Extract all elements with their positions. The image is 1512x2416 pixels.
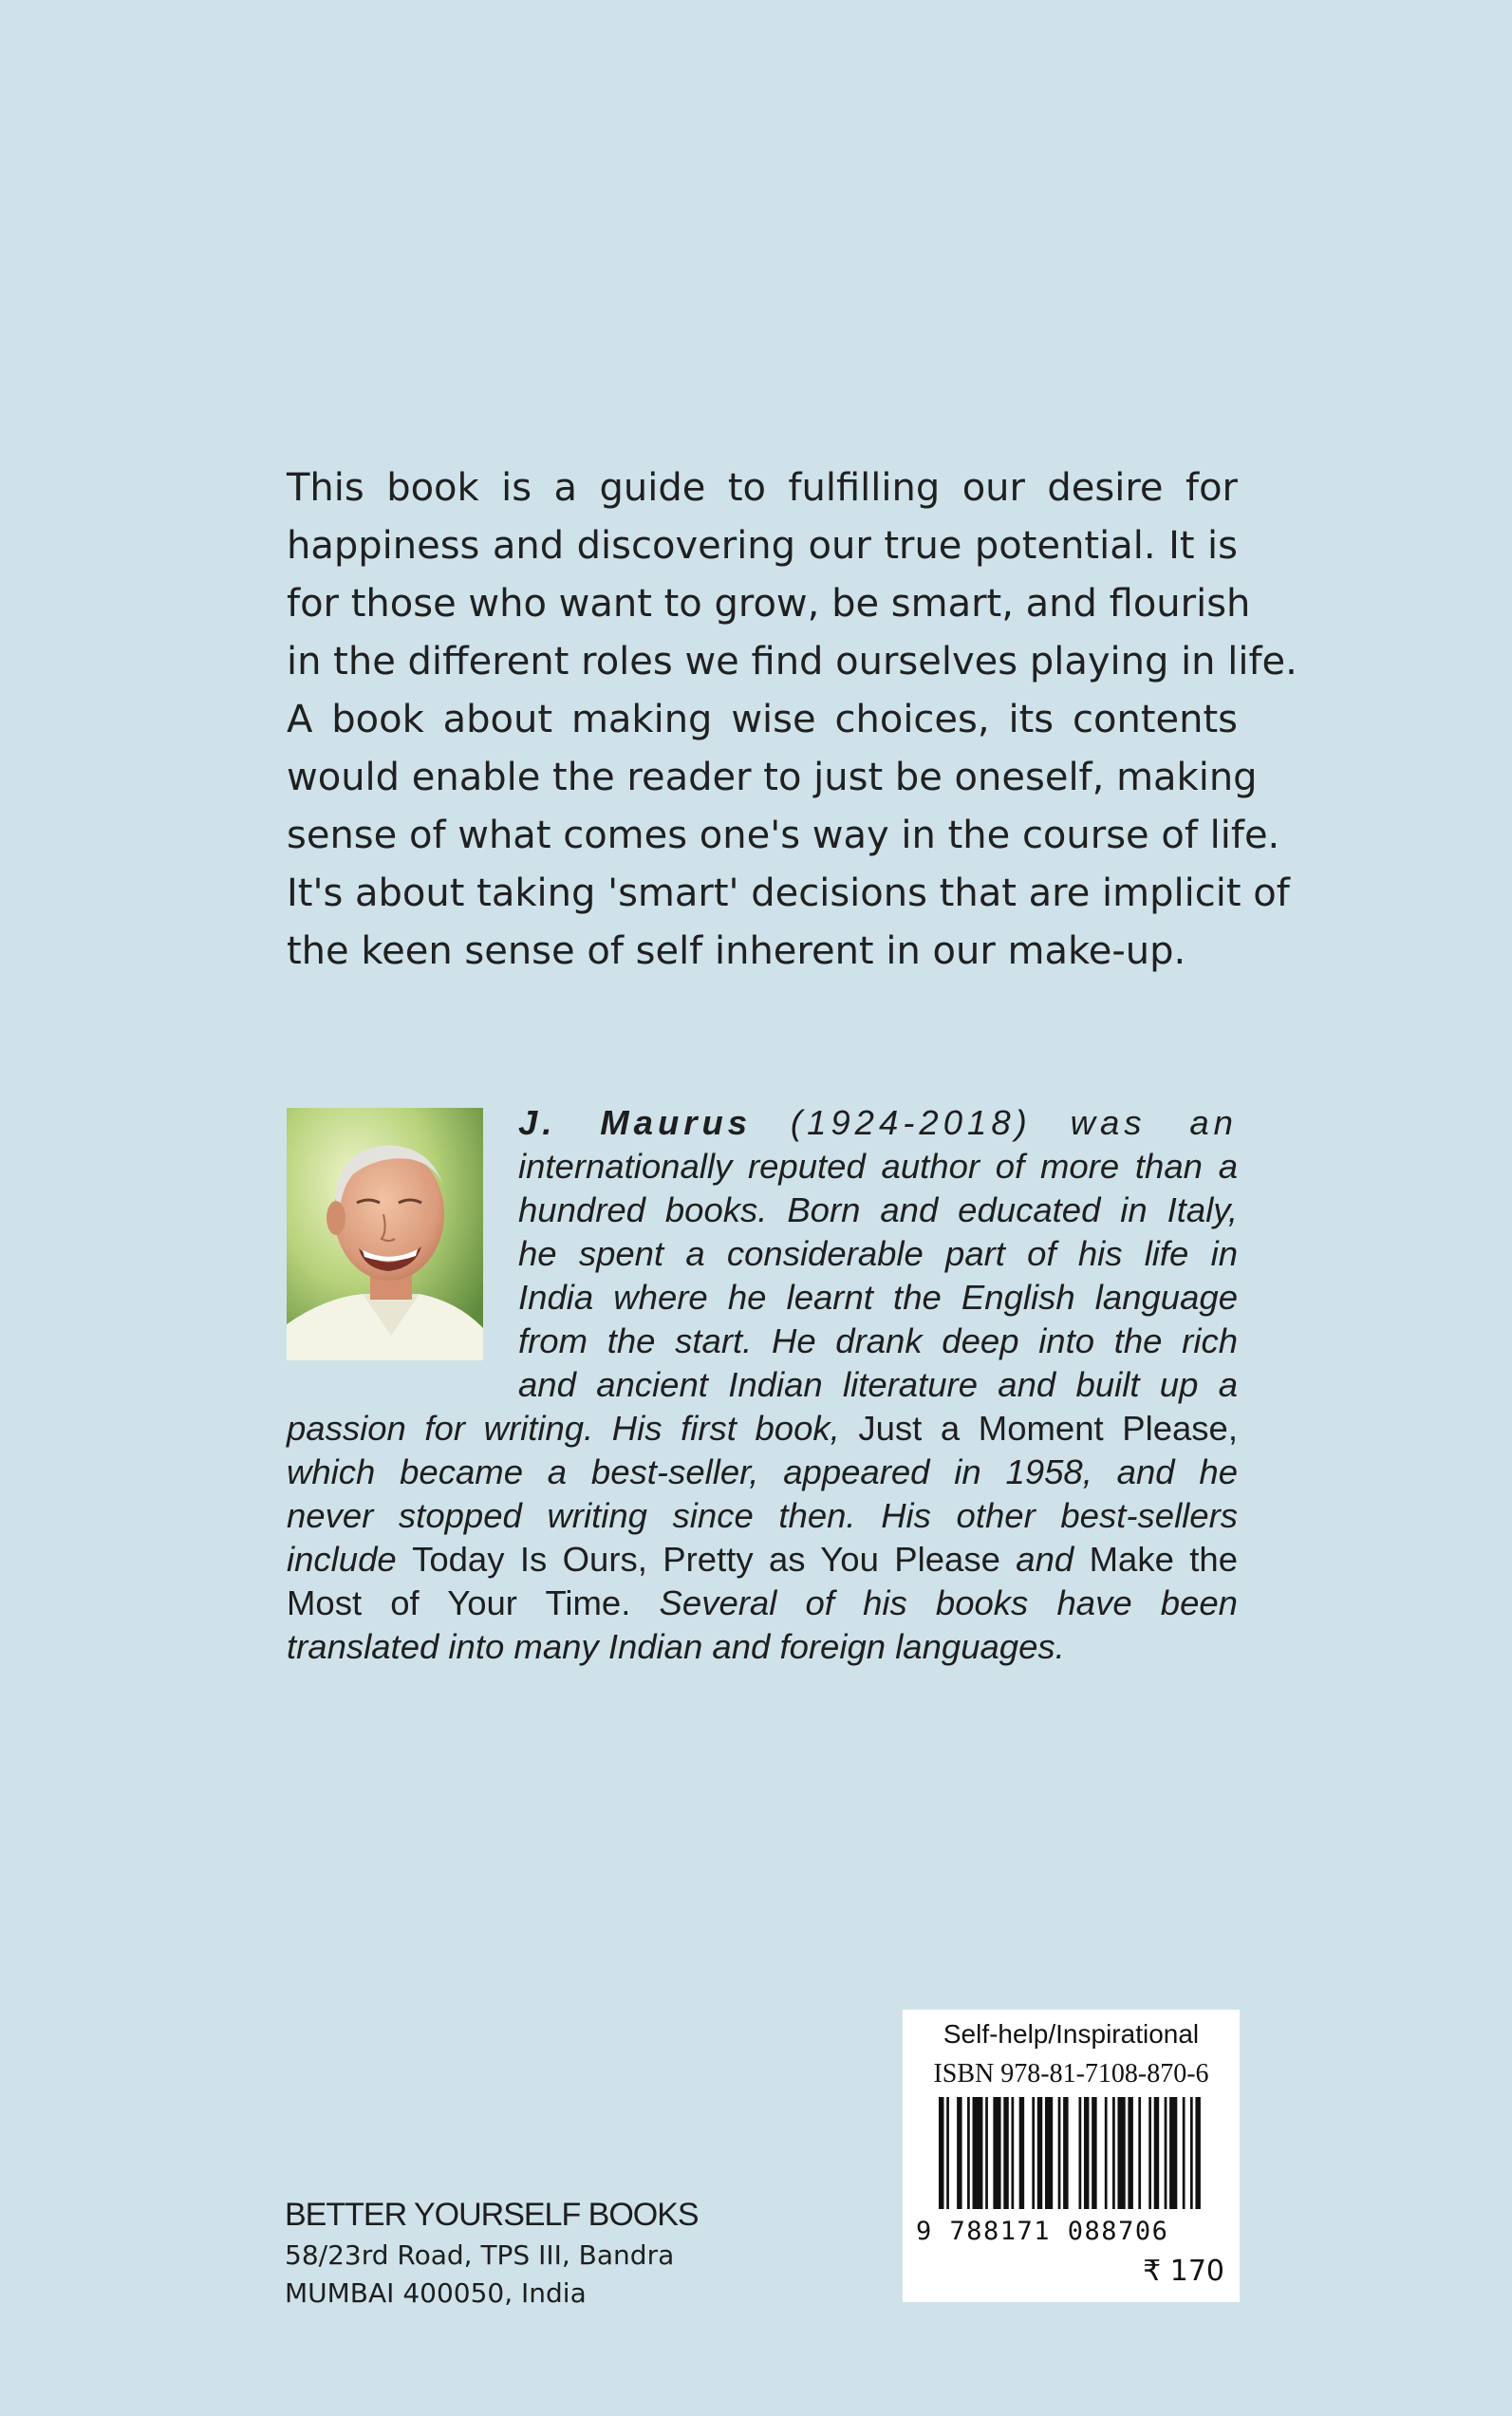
- book-blurb: [287, 459, 1297, 981]
- blurb-line: happiness and discovering our true potential. It is: [287, 524, 1238, 568]
- barcode-bar: [1079, 2097, 1082, 2209]
- blurb-line: This book is a guide to fulfilling our desire for: [287, 466, 1238, 510]
- barcode-bar: [1037, 2097, 1042, 2209]
- blurb-line: for those who want to grow, be smart, and flourish: [287, 582, 1251, 626]
- blurb-line: the keen sense of self inherent in our make-up.: [287, 929, 1186, 973]
- blurb-line: sense of what comes one's way in the course of life.: [287, 814, 1280, 857]
- book-category: Self-help/Inspirational: [943, 2019, 1200, 2049]
- barcode-image: [939, 2097, 1204, 2217]
- price-label: ₹ 170: [1143, 2255, 1224, 2288]
- barcode-bar: [993, 2097, 1000, 2209]
- blurb-line: A book about making wise choices, its contents: [287, 698, 1238, 741]
- bio-line: [287, 1538, 1238, 1582]
- blurb-line: in the different roles we find ourselves playing in life.: [287, 640, 1297, 684]
- author-years: (1924-2018): [790, 1103, 1032, 1142]
- barcode-bar: [957, 2097, 961, 2209]
- blurb-line: would enable the reader to just be oneself, making: [287, 756, 1258, 799]
- barcode-bar: [973, 2097, 983, 2209]
- publisher-address-line: 58/23rd Road, TPS III, Bandra: [285, 2239, 675, 2271]
- blurb-line: It's about taking 'smart' decisions that are implicit of: [287, 871, 1290, 915]
- bio-line: [518, 1101, 1238, 1145]
- barcode-bar: [1105, 2097, 1108, 2209]
- bio-line: he spent a considerable part of his life in: [518, 1234, 1238, 1273]
- bio-line: internationally reputed author of more than a: [518, 1147, 1238, 1186]
- bio-text: Several of his books have been: [659, 1583, 1238, 1622]
- author-bio: [287, 1101, 1238, 1669]
- isbn-label: ISBN 978-81-7108-870-6: [933, 2059, 1209, 2088]
- bio-line: [287, 1407, 1238, 1451]
- barcode-bar: [946, 2097, 949, 2209]
- bio-line: translated into many Indian and foreign languages.: [287, 1627, 1065, 1666]
- barcode-bar: [1138, 2097, 1141, 2209]
- barcode-bar: [1045, 2097, 1053, 2209]
- bio-text: passion for writing. His first book,: [287, 1409, 840, 1448]
- barcode-box: [903, 2010, 1240, 2302]
- barcode-bar: [1154, 2097, 1159, 2209]
- barcode-bar: [1190, 2097, 1193, 2209]
- bio-line: never stopped writing since then. His other best-sellers: [287, 1496, 1238, 1535]
- bio-line: India where he learnt the English language: [518, 1278, 1238, 1317]
- barcode-bar: [1112, 2097, 1115, 2209]
- barcode-bar: [1032, 2097, 1035, 2209]
- barcode-bar: [1195, 2097, 1200, 2209]
- publisher-address-line: MUMBAI 400050, India: [285, 2277, 587, 2309]
- bio-line: hundred books. Born and educated in Italy,: [518, 1190, 1238, 1229]
- barcode-bar: [1183, 2097, 1185, 2209]
- bio-text: was an: [1070, 1103, 1238, 1142]
- barcode-bar: [1084, 2097, 1089, 2209]
- bio-line: [287, 1582, 1238, 1625]
- bio-text: include: [287, 1540, 397, 1579]
- barcode-bar: [1128, 2097, 1132, 2209]
- barcode-bar: [1058, 2097, 1061, 2209]
- barcode-bar: [967, 2097, 970, 2209]
- bio-line: and ancient Indian literature and built up a: [518, 1365, 1238, 1404]
- barcode-digits: 9 788171 088706: [916, 2217, 1169, 2246]
- publisher-name: BETTER YOURSELF BOOKS: [285, 2197, 699, 2233]
- barcode-bar: [1003, 2097, 1008, 2209]
- barcode-bar: [1019, 2097, 1024, 2209]
- barcode-bar: [985, 2097, 988, 2209]
- barcode-bar: [1092, 2097, 1096, 2209]
- barcode-bar: [939, 2097, 943, 2209]
- bio-line: from the start. He drank deep into the rich: [518, 1321, 1238, 1360]
- author-name: J. Maurus: [518, 1103, 753, 1142]
- bio-text: and: [1016, 1540, 1074, 1579]
- book-title: Make the: [1089, 1540, 1238, 1579]
- barcode-bar: [1011, 2097, 1014, 2209]
- barcode-bar: [1117, 2097, 1125, 2209]
- bio-line: which became a best-seller, appeared in 1958, and he: [287, 1452, 1238, 1491]
- barcode-bar: [1063, 2097, 1068, 2209]
- book-title: Today Is Ours, Pretty as You Please: [412, 1540, 1000, 1579]
- barcode-bar: [1169, 2097, 1177, 2209]
- book-title: Most of Your Time.: [287, 1583, 631, 1622]
- book-title: Just a Moment Please,: [858, 1409, 1238, 1448]
- barcode-bar: [1148, 2097, 1151, 2209]
- barcode-bar: [1165, 2097, 1167, 2209]
- publisher-block: [285, 2193, 778, 2313]
